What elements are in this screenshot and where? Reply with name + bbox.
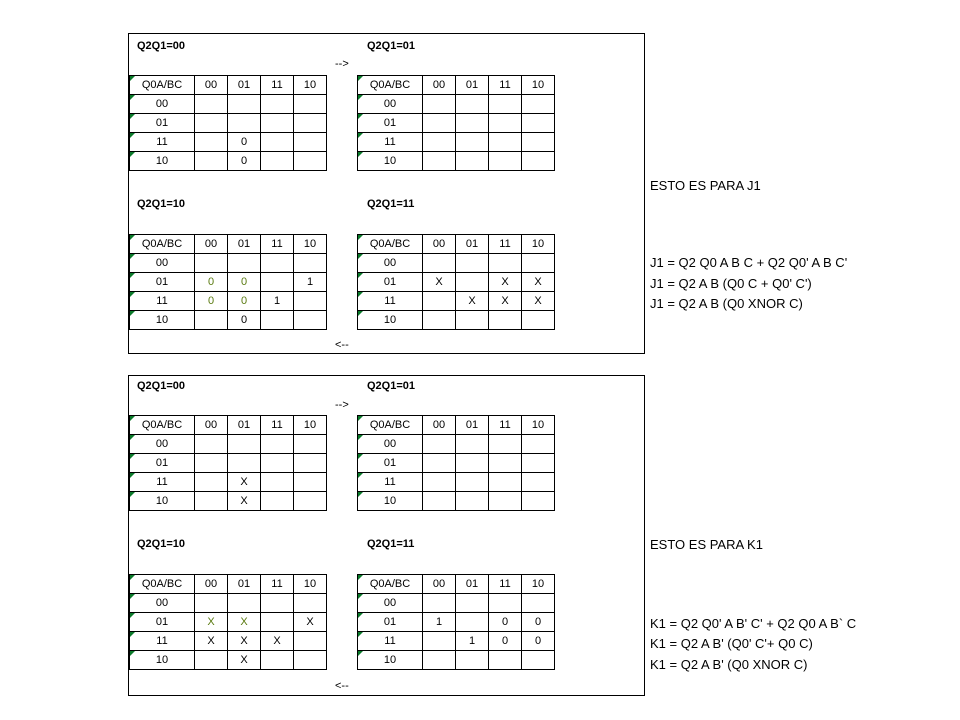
kmap-cell: [423, 95, 456, 114]
map-label-q2q1-00: Q2Q1=00: [137, 40, 186, 52]
kmap-cell: 0: [228, 311, 261, 330]
map-label-q2q1-01: Q2Q1=01: [367, 380, 416, 392]
kmap-col-header: 01: [228, 235, 261, 254]
kmap-cell: [456, 114, 489, 133]
j1-equation-1: J1 = Q2 Q0 A B C + Q2 Q0' A B C': [650, 255, 848, 270]
kmap-corner-label: Q0A/BC: [130, 76, 195, 95]
kmap-k1-q2q1-00: [129, 415, 327, 511]
kmap-cell: [423, 454, 456, 473]
kmap-cell: 0: [489, 613, 522, 632]
kmap-row-header: 01: [358, 114, 423, 133]
j1-equation-2: J1 = Q2 A B (Q0 C + Q0' C'): [650, 276, 812, 291]
kmap-cell: [456, 254, 489, 273]
kmap-cell: X: [228, 632, 261, 651]
kmap-cell: [522, 95, 555, 114]
kmap-col-header: 11: [489, 235, 522, 254]
kmap-col-header: 10: [294, 575, 327, 594]
kmap-corner-label: Q0A/BC: [358, 416, 423, 435]
kmap-row-header: 11: [358, 632, 423, 651]
kmap-cell: [456, 152, 489, 171]
kmap-cell: X: [228, 492, 261, 511]
kmap-cell: [489, 133, 522, 152]
kmap-corner-label: Q0A/BC: [358, 235, 423, 254]
kmap-cell: 0: [228, 152, 261, 171]
kmap-cell: [195, 454, 228, 473]
kmap-cell: [522, 152, 555, 171]
kmap-cell: 1: [294, 273, 327, 292]
kmap-row-header: 10: [358, 311, 423, 330]
kmap-cell: [423, 492, 456, 511]
kmap-cell: [456, 651, 489, 670]
kmap-cell: [423, 133, 456, 152]
kmap-cell: [489, 114, 522, 133]
kmap-cell: [294, 292, 327, 311]
kmap-panel-k1: [128, 375, 645, 696]
kmap-cell: [195, 95, 228, 114]
kmap-cell: 0: [489, 632, 522, 651]
kmap-cell: [423, 435, 456, 454]
kmap-cell: [423, 651, 456, 670]
kmap-cell: [294, 632, 327, 651]
kmap-col-header: 10: [294, 235, 327, 254]
kmap-cell: 1: [261, 292, 294, 311]
kmap-cell: [489, 435, 522, 454]
kmap-col-header: 01: [228, 416, 261, 435]
kmap-row-header: 01: [130, 613, 195, 632]
kmap-row-header: 10: [358, 651, 423, 670]
kmap-cell: [423, 254, 456, 273]
kmap-cell: [195, 435, 228, 454]
kmap-cell: [261, 473, 294, 492]
kmap-cell: [261, 435, 294, 454]
kmap-col-header: 10: [522, 76, 555, 95]
kmap-corner-label: Q0A/BC: [358, 575, 423, 594]
kmap-j1-q2q1-00: [129, 75, 327, 171]
kmap-cell: [294, 594, 327, 613]
kmap-cell: X: [228, 651, 261, 670]
kmap-corner-label: Q0A/BC: [358, 76, 423, 95]
kmap-col-header: 01: [456, 575, 489, 594]
kmap-cell: [261, 95, 294, 114]
kmap-corner-label: Q0A/BC: [130, 416, 195, 435]
j1-section-title: ESTO ES PARA J1: [650, 178, 761, 193]
kmap-cell: 0: [195, 292, 228, 311]
kmap-cell: 0: [228, 273, 261, 292]
kmap-cell: [228, 594, 261, 613]
kmap-cell: [489, 594, 522, 613]
kmap-col-header: 11: [261, 76, 294, 95]
kmap-row-header: 00: [358, 95, 423, 114]
kmap-cell: [195, 114, 228, 133]
kmap-col-header: 11: [489, 76, 522, 95]
kmap-cell: [489, 651, 522, 670]
kmap-cell: [456, 311, 489, 330]
kmap-panel-j1: [128, 33, 645, 354]
kmap-j1-q2q1-11: [357, 234, 555, 330]
kmap-col-header: 00: [195, 76, 228, 95]
kmap-cell: [261, 133, 294, 152]
kmap-cell: [522, 473, 555, 492]
kmap-cell: [294, 492, 327, 511]
kmap-cell: [456, 473, 489, 492]
kmap-cell: [261, 613, 294, 632]
kmap-row-header: 10: [130, 651, 195, 670]
kmap-cell: X: [456, 292, 489, 311]
kmap-row-header: 00: [358, 254, 423, 273]
kmap-col-header: 00: [423, 235, 456, 254]
kmap-cell: [456, 435, 489, 454]
kmap-cell: X: [195, 632, 228, 651]
kmap-j1-q2q1-10: [129, 234, 327, 330]
kmap-col-header: 10: [522, 235, 555, 254]
map-label-q2q1-10: Q2Q1=10: [137, 538, 186, 550]
kmap-col-header: 00: [423, 76, 456, 95]
kmap-cell: 0: [228, 292, 261, 311]
kmap-row-header: 01: [358, 454, 423, 473]
kmap-col-header: 01: [228, 76, 261, 95]
kmap-cell: [489, 95, 522, 114]
kmap-row-header: 10: [130, 152, 195, 171]
kmap-cell: [195, 651, 228, 670]
kmap-cell: [195, 152, 228, 171]
kmap-col-header: 11: [489, 575, 522, 594]
kmap-cell: [489, 454, 522, 473]
kmap-row-header: 11: [130, 473, 195, 492]
kmap-row-header: 11: [130, 133, 195, 152]
kmap-col-header: 10: [522, 575, 555, 594]
kmap-row-header: 00: [358, 435, 423, 454]
kmap-cell: [261, 114, 294, 133]
kmap-col-header: 00: [423, 416, 456, 435]
kmap-cell: [489, 152, 522, 171]
kmap-cell: [489, 311, 522, 330]
kmap-row-header: 10: [130, 311, 195, 330]
map-label-q2q1-01: Q2Q1=01: [367, 40, 416, 52]
kmap-cell: [294, 311, 327, 330]
kmap-k1-q2q1-11: [357, 574, 555, 670]
kmap-cell: [294, 473, 327, 492]
kmap-cell: [423, 594, 456, 613]
kmap-cell: [261, 492, 294, 511]
kmap-cell: [423, 473, 456, 492]
kmap-cell: X: [522, 273, 555, 292]
arrow-right: -->: [335, 399, 349, 411]
kmap-cell: [456, 492, 489, 511]
map-label-q2q1-11: Q2Q1=11: [367, 538, 415, 550]
kmap-cell: [261, 152, 294, 171]
kmap-cell: [489, 492, 522, 511]
kmap-cell: [522, 114, 555, 133]
kmap-cell: X: [423, 273, 456, 292]
kmap-col-header: 01: [456, 76, 489, 95]
kmap-cell: [261, 651, 294, 670]
kmap-row-header: 10: [130, 492, 195, 511]
kmap-cell: [294, 133, 327, 152]
kmap-col-header: 00: [195, 575, 228, 594]
kmap-cell: 0: [195, 273, 228, 292]
kmap-cell: [522, 492, 555, 511]
kmap-cell: [228, 95, 261, 114]
kmap-col-header: 00: [423, 575, 456, 594]
kmap-row-header: 01: [358, 273, 423, 292]
kmap-row-header: 00: [130, 95, 195, 114]
kmap-col-header: 11: [261, 575, 294, 594]
k1-equation-3: K1 = Q2 A B' (Q0 XNOR C): [650, 657, 808, 672]
kmap-cell: [522, 311, 555, 330]
kmap-cell: [522, 651, 555, 670]
kmap-corner-label: Q0A/BC: [130, 575, 195, 594]
kmap-cell: [195, 473, 228, 492]
kmap-cell: [294, 152, 327, 171]
kmap-col-header: 10: [294, 416, 327, 435]
kmap-row-header: 01: [358, 613, 423, 632]
kmap-row-header: 01: [130, 114, 195, 133]
kmap-cell: X: [261, 632, 294, 651]
kmap-cell: X: [294, 613, 327, 632]
kmap-cell: [456, 273, 489, 292]
kmap-cell: X: [522, 292, 555, 311]
kmap-cell: [195, 594, 228, 613]
kmap-cell: 0: [522, 613, 555, 632]
kmap-cell: [423, 632, 456, 651]
kmap-cell: [261, 594, 294, 613]
kmap-cell: [228, 114, 261, 133]
kmap-k1-q2q1-01: [357, 415, 555, 511]
kmap-cell: [423, 292, 456, 311]
kmap-row-header: 11: [358, 133, 423, 152]
kmap-cell: [261, 273, 294, 292]
kmap-cell: [195, 492, 228, 511]
kmap-cell: [423, 311, 456, 330]
arrow-left: <--: [335, 339, 349, 351]
kmap-cell: X: [228, 473, 261, 492]
kmap-cell: [522, 254, 555, 273]
kmap-row-header: 11: [358, 473, 423, 492]
kmap-col-header: 00: [195, 235, 228, 254]
kmap-cell: [489, 473, 522, 492]
kmap-cell: X: [489, 292, 522, 311]
arrow-right: -->: [335, 58, 349, 70]
kmap-cell: [456, 594, 489, 613]
kmap-cell: [423, 152, 456, 171]
kmap-cell: [195, 133, 228, 152]
j1-equation-3: J1 = Q2 A B (Q0 XNOR C): [650, 296, 803, 311]
kmap-cell: [228, 454, 261, 473]
kmap-row-header: 00: [130, 435, 195, 454]
kmap-row-header: 10: [358, 152, 423, 171]
k1-equation-1: K1 = Q2 Q0' A B' C' + Q2 Q0 A B` C: [650, 616, 857, 631]
map-label-q2q1-10: Q2Q1=10: [137, 198, 186, 210]
k1-equation-2: K1 = Q2 A B' (Q0' C'+ Q0 C): [650, 636, 813, 651]
kmap-cell: [423, 114, 456, 133]
kmap-row-header: 10: [358, 492, 423, 511]
kmap-col-header: 00: [195, 416, 228, 435]
kmap-cell: [294, 454, 327, 473]
kmap-cell: [522, 435, 555, 454]
kmap-cell: 0: [522, 632, 555, 651]
kmap-cell: [522, 594, 555, 613]
kmap-cell: [294, 435, 327, 454]
kmap-col-header: 11: [261, 416, 294, 435]
k1-section-title: ESTO ES PARA K1: [650, 537, 763, 552]
kmap-cell: [456, 133, 489, 152]
kmap-row-header: 01: [130, 273, 195, 292]
kmap-cell: [294, 114, 327, 133]
kmap-k1-q2q1-10: [129, 574, 327, 670]
kmap-col-header: 01: [456, 235, 489, 254]
kmap-col-header: 01: [456, 416, 489, 435]
kmap-col-header: 01: [228, 575, 261, 594]
kmap-row-header: 00: [130, 594, 195, 613]
kmap-cell: X: [228, 613, 261, 632]
kmap-col-header: 10: [294, 76, 327, 95]
kmap-row-header: 11: [130, 632, 195, 651]
kmap-row-header: 01: [130, 454, 195, 473]
kmap-cell: [456, 95, 489, 114]
kmap-cell: [294, 95, 327, 114]
kmap-cell: [294, 651, 327, 670]
kmap-col-header: 11: [261, 235, 294, 254]
kmap-cell: [261, 311, 294, 330]
kmap-cell: [456, 613, 489, 632]
kmap-row-header: 11: [358, 292, 423, 311]
arrow-left: <--: [335, 680, 349, 692]
kmap-cell: 1: [456, 632, 489, 651]
kmap-col-header: 11: [489, 416, 522, 435]
kmap-cell: [195, 311, 228, 330]
map-label-q2q1-11: Q2Q1=11: [367, 198, 415, 210]
kmap-cell: [489, 254, 522, 273]
kmap-corner-label: Q0A/BC: [130, 235, 195, 254]
kmap-cell: 1: [423, 613, 456, 632]
kmap-row-header: 00: [130, 254, 195, 273]
kmap-cell: [294, 254, 327, 273]
kmap-cell: [195, 254, 228, 273]
kmap-cell: [261, 454, 294, 473]
kmap-cell: X: [195, 613, 228, 632]
kmap-cell: [456, 454, 489, 473]
map-label-q2q1-00: Q2Q1=00: [137, 380, 186, 392]
kmap-cell: [522, 133, 555, 152]
kmap-row-header: 11: [130, 292, 195, 311]
kmap-cell: [261, 254, 294, 273]
kmap-cell: X: [489, 273, 522, 292]
kmap-col-header: 10: [522, 416, 555, 435]
kmap-j1-q2q1-01: [357, 75, 555, 171]
kmap-cell: [522, 454, 555, 473]
kmap-row-header: 00: [358, 594, 423, 613]
kmap-cell: [228, 435, 261, 454]
kmap-cell: [228, 254, 261, 273]
kmap-cell: 0: [228, 133, 261, 152]
